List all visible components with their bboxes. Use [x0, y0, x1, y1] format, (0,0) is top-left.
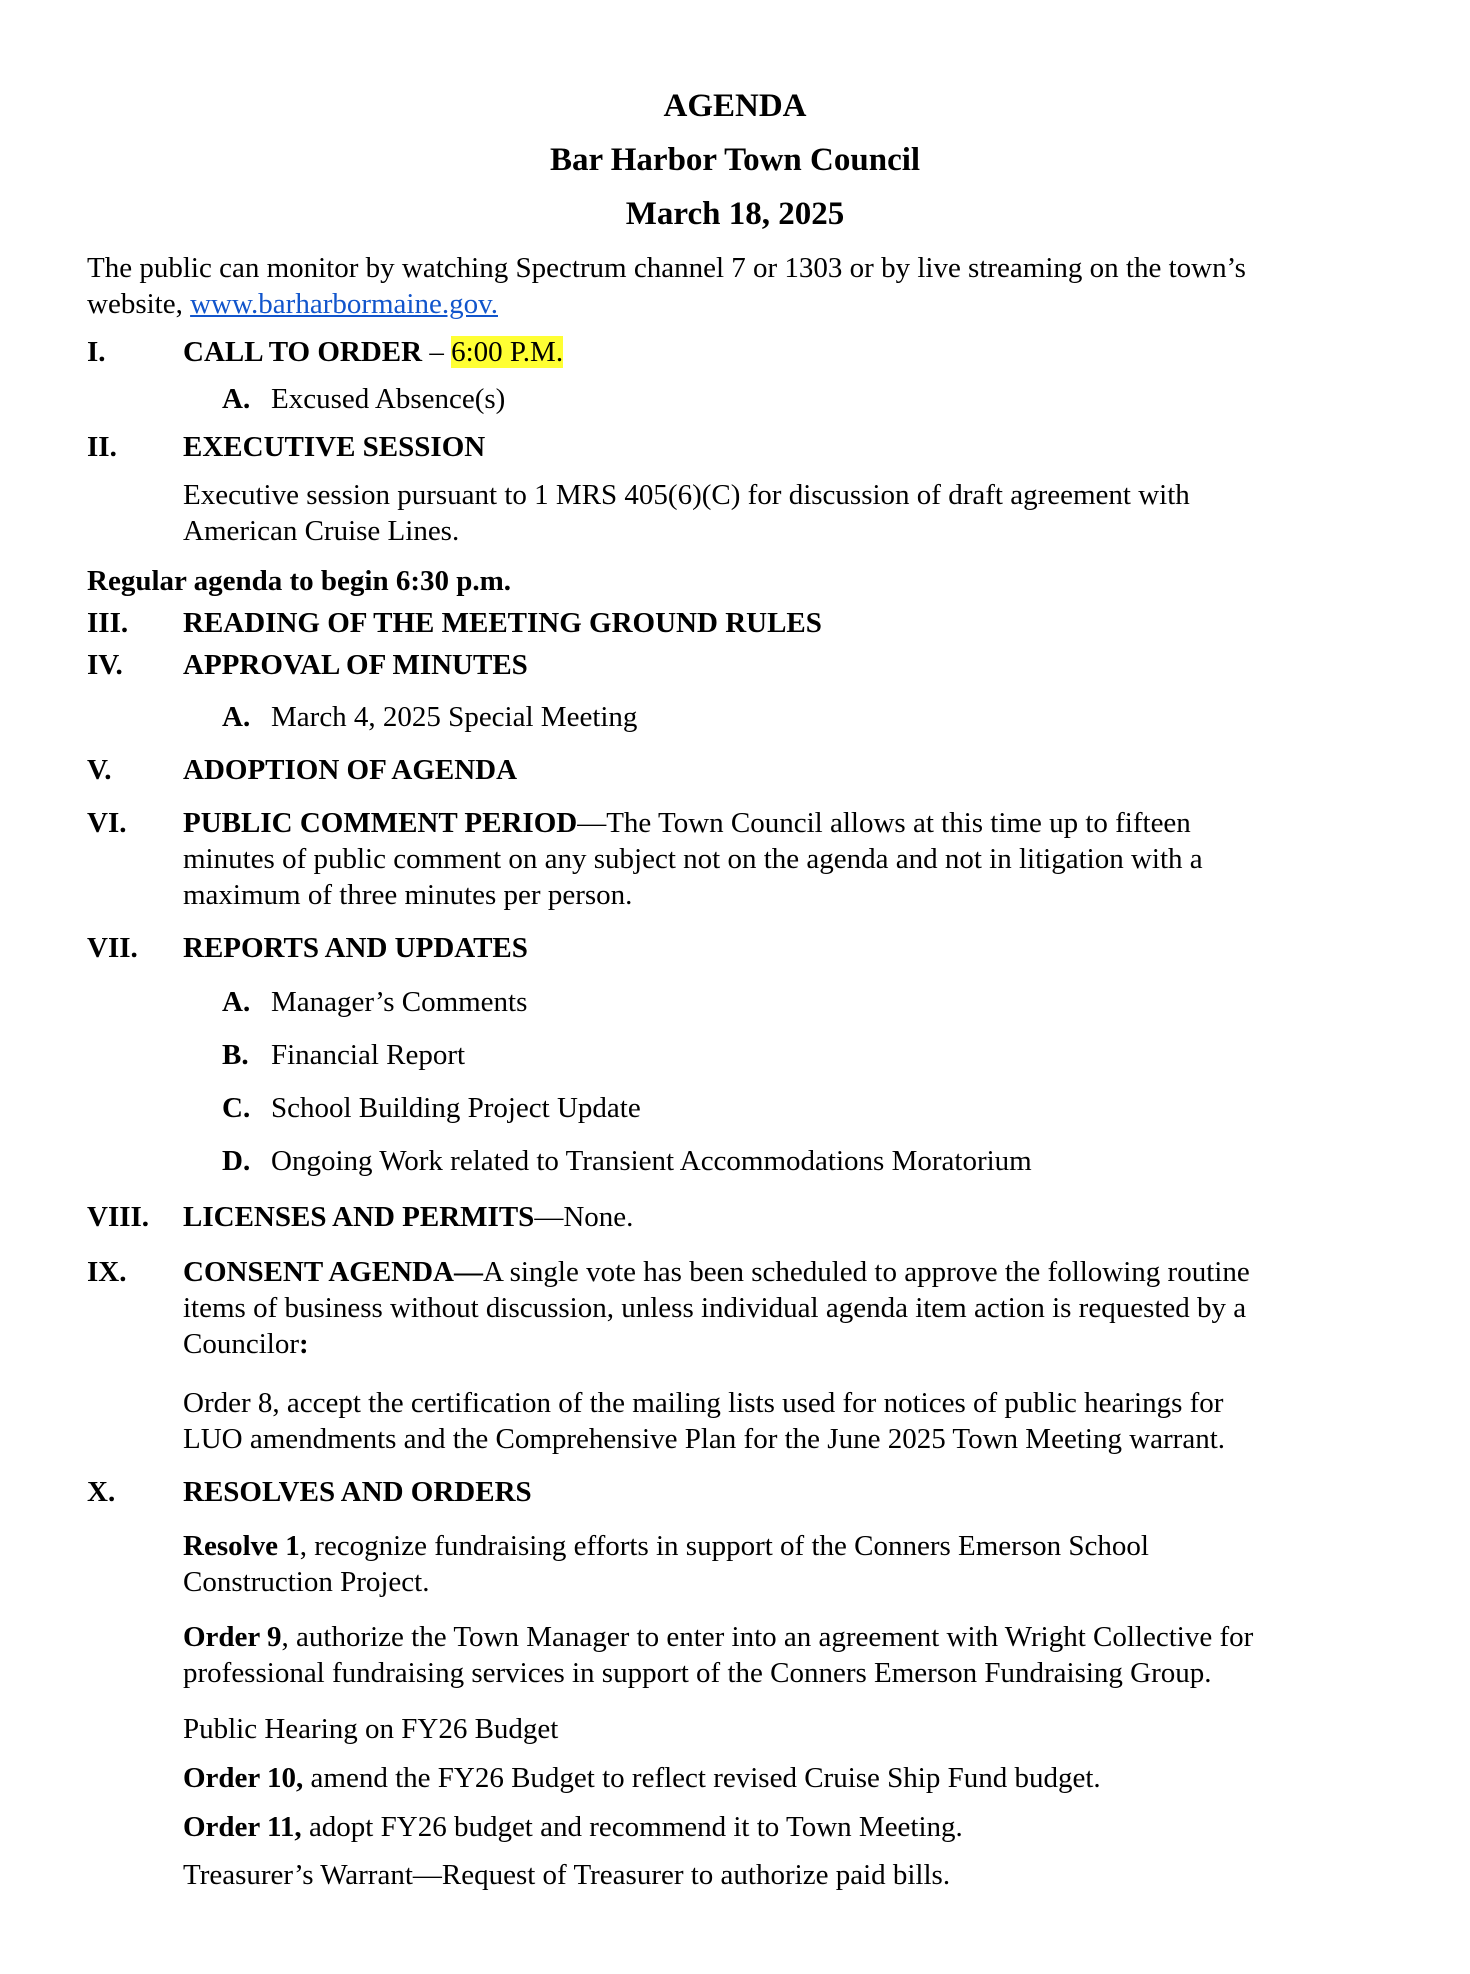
- item-vii-number: VII.: [87, 932, 138, 964]
- item-vi-line-1: [183, 805, 1191, 841]
- item-vii-sub-b-text: Financial Report: [271, 1039, 466, 1071]
- item-i-time: 6:00 P.M.: [451, 336, 564, 368]
- item-ix-colon: :: [299, 1328, 309, 1360]
- item-x-title: RESOLVES AND ORDERS: [183, 1476, 532, 1508]
- order-8-line-2: LUO amendments and the Comprehensive Plan for the June 2025 Town Meeting warrant.: [183, 1423, 1226, 1455]
- resolve-1-rest: , recognize fundraising efforts in support of the Conners Emerson School: [299, 1530, 1149, 1562]
- item-iv-title: APPROVAL OF MINUTES: [183, 649, 528, 681]
- item-vi-line-1-rest: —The Town Council allows at this time up to fifteen: [577, 807, 1191, 839]
- item-viii-title: LICENSES AND PERMITS: [183, 1201, 535, 1233]
- item-vii-sub-d: [222, 1143, 1032, 1179]
- item-ii-title: EXECUTIVE SESSION: [183, 431, 486, 463]
- item-ix-line-1-rest: A single vote has been scheduled to approve the following routine: [483, 1256, 1250, 1288]
- order-9-label: Order 9: [183, 1621, 282, 1653]
- item-ix-line-3: [183, 1326, 1393, 1362]
- item-vii-sub-a-letter: A.: [222, 986, 251, 1018]
- order-9-rest: , authorize the Town Manager to enter into an agreement with Wright Collective for: [281, 1621, 1254, 1653]
- item-viii-number: VIII.: [87, 1201, 150, 1233]
- item-v-number: V.: [87, 754, 112, 786]
- item-ii-line-1: Executive session pursuant to 1 MRS 405(6)(C) for discussion of draft agreement with: [183, 479, 1190, 511]
- item-vi-number: VI.: [87, 807, 127, 839]
- item-vii-sub-c-text: School Building Project Update: [271, 1092, 641, 1124]
- item-ix-line-1: [183, 1254, 1250, 1290]
- meeting-date: March 18, 2025: [625, 196, 845, 232]
- website-link[interactable]: www.barharbormaine.gov.: [190, 288, 498, 320]
- item-viii-rest: —None.: [534, 1201, 634, 1233]
- item-vii-sub-c: [222, 1090, 641, 1126]
- item-x-number: X.: [87, 1476, 116, 1508]
- intro-line-1: The public can monitor by watching Spectrum channel 7 or 1303 or by live streaming on the town’s: [87, 252, 1246, 284]
- item-i-heading: [183, 334, 563, 370]
- item-viii-heading: [183, 1199, 633, 1235]
- item-vii-title: REPORTS AND UPDATES: [183, 932, 528, 964]
- resolve-1-label: Resolve 1: [183, 1530, 300, 1562]
- item-vii-sub-a: [222, 984, 527, 1020]
- item-ix-number: IX.: [87, 1256, 127, 1288]
- item-i-sub-a-letter: A.: [222, 383, 251, 415]
- resolve-1-line-2: Construction Project.: [183, 1566, 430, 1598]
- treasurers-warrant: Treasurer’s Warrant—Request of Treasurer to authorize paid bills.: [183, 1859, 951, 1891]
- order-10: [183, 1760, 1393, 1796]
- item-iii-number: III.: [87, 607, 129, 639]
- order-9-line-1: [183, 1619, 1393, 1655]
- item-iv-sub-a-text: March 4, 2025 Special Meeting: [271, 701, 638, 733]
- item-iii-title: READING OF THE MEETING GROUND RULES: [183, 607, 822, 639]
- resolve-1-line-1: [183, 1528, 1393, 1564]
- order-11-rest: adopt FY26 budget and recommend it to Town Meeting.: [301, 1811, 963, 1843]
- item-vii-sub-d-text: Ongoing Work related to Transient Accommodations Moratorium: [271, 1145, 1032, 1177]
- agenda-title: AGENDA: [663, 88, 807, 124]
- item-vi-line-3: maximum of three minutes per person.: [183, 879, 633, 911]
- intro-line-2: [87, 286, 498, 322]
- item-vi-line-2: minutes of public comment on any subject not on the agenda and not in litigation with a: [183, 843, 1203, 875]
- public-hearing-fy26: Public Hearing on FY26 Budget: [183, 1713, 559, 1745]
- item-i-title: CALL TO ORDER: [183, 336, 423, 368]
- item-ix-line-2: items of business without discussion, unless individual agenda item action is requested by a: [183, 1292, 1247, 1324]
- item-vii-sub-a-text: Manager’s Comments: [271, 986, 528, 1018]
- order-11: [183, 1809, 1393, 1845]
- item-ii-number: II.: [87, 431, 117, 463]
- item-ix-councilor: Councilor: [183, 1328, 299, 1360]
- item-vii-sub-b: [222, 1037, 465, 1073]
- intro-prefix: website,: [87, 288, 191, 320]
- item-iv-number: IV.: [87, 649, 123, 681]
- item-ii-line-2: American Cruise Lines.: [183, 515, 460, 547]
- order-8-line-1: Order 8, accept the certification of the mailing lists used for notices of public hearings for: [183, 1387, 1224, 1419]
- order-10-rest: amend the FY26 Budget to reflect revised Cruise Ship Fund budget.: [303, 1762, 1101, 1794]
- item-ix-title: CONSENT AGENDA—: [183, 1256, 483, 1288]
- item-vii-sub-b-letter: B.: [222, 1039, 249, 1071]
- item-i-sub-a-text: Excused Absence(s): [271, 383, 506, 415]
- item-vii-sub-c-letter: C.: [222, 1092, 251, 1124]
- item-vi-title: PUBLIC COMMENT PERIOD: [183, 807, 578, 839]
- regular-agenda-note: Regular agenda to begin 6:30 p.m.: [87, 565, 512, 597]
- item-iv-sub-a-letter: A.: [222, 701, 251, 733]
- item-vii-sub-d-letter: D.: [222, 1145, 251, 1177]
- item-iv-sub-a: [222, 699, 637, 735]
- order-11-label: Order 11,: [183, 1811, 302, 1843]
- order-9-line-2: professional fundraising services in support of the Conners Emerson Fundraising Group.: [183, 1657, 1212, 1689]
- item-i-sub-a: [222, 381, 505, 417]
- item-v-title: ADOPTION OF AGENDA: [183, 754, 518, 786]
- order-10-label: Order 10,: [183, 1762, 304, 1794]
- council-name: Bar Harbor Town Council: [549, 142, 921, 178]
- item-i-number: I.: [87, 336, 106, 368]
- item-i-sep: –: [422, 336, 452, 368]
